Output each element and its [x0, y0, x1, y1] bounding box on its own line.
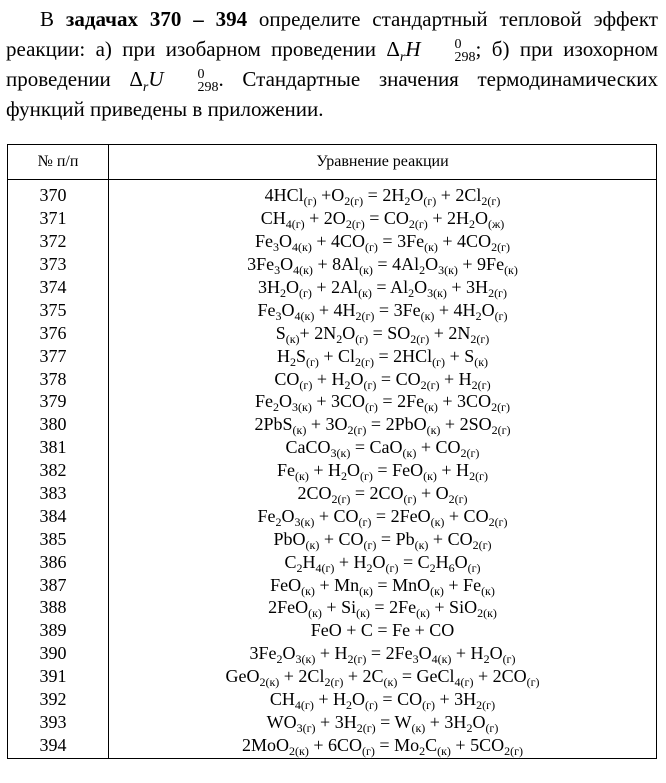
- table-row: [8, 180, 657, 207]
- table-row: [8, 573, 657, 596]
- row-number: 387: [8, 573, 109, 596]
- row-number: 390: [8, 642, 109, 665]
- table-row: [8, 459, 657, 482]
- table-body: [8, 180, 657, 759]
- row-number: 385: [8, 527, 109, 550]
- intro-text-2: ; б) при изохорном проведении: [6, 37, 658, 92]
- row-number: 372: [8, 230, 109, 253]
- table-row: [8, 367, 657, 390]
- table-row: [8, 276, 657, 299]
- row-number: 379: [8, 390, 109, 413]
- table-row: [8, 710, 657, 733]
- table-row: [8, 230, 657, 253]
- row-number: 380: [8, 413, 109, 436]
- row-number: 394: [8, 733, 109, 758]
- table-row: [8, 504, 657, 527]
- row-number: 392: [8, 688, 109, 711]
- row-number: 388: [8, 596, 109, 619]
- row-number: 391: [8, 665, 109, 688]
- row-number: 393: [8, 710, 109, 733]
- task-intro-paragraph: [6, 4, 658, 124]
- row-number: 386: [8, 550, 109, 573]
- table-row: [8, 413, 657, 436]
- reaction-equation: $Fe_2O_{3(к)} + 3CO_{(г)} = 2Fe_{(к)} + 3CO_{2(г)}$: [109, 390, 657, 413]
- reaction-equation: $CH_{4(г)} + 2O_{2(г)} = CO_{2(г)} + 2H_2O_{(ж)}$: [109, 207, 657, 230]
- reaction-equation: FeO + C = Fe + CO: [109, 619, 657, 642]
- row-number: 373: [8, 253, 109, 276]
- intro-formula-internal-energy: $\Delta_rU$ 0 298: [129, 67, 219, 96]
- reaction-equation: $H_2S_{(г)} + Cl_{2(г)} = 2HCl_{(г)} + S_{(к)}$: [109, 344, 657, 367]
- reaction-equation: $PbO_{(к)} + CO_{(г)} = Pb_{(к)} + CO_{2(г)}$: [109, 527, 657, 550]
- intro-task-range: задачах 370 – 394: [65, 7, 248, 31]
- row-number: 378: [8, 367, 109, 390]
- reaction-equation: $2PbS_{(к)} + 3O_{2(г)} = 2PbO_{(к)} + 2SO_{2(г)}$: [109, 413, 657, 436]
- reaction-equation: $C_2H_{4(г)} + H_2O_{(г)} = C_2H_6O_{(г)}$: [109, 550, 657, 573]
- table-row: [8, 344, 657, 367]
- table-row: [8, 207, 657, 230]
- table-row: [8, 642, 657, 665]
- reactions-table: [7, 144, 657, 759]
- table-row: [8, 619, 657, 642]
- table-row: [8, 253, 657, 276]
- row-number: 389: [8, 619, 109, 642]
- intro-text-1: определите стандартный тепловой эффект реакции: а) при изобарном проведении: [6, 7, 658, 61]
- reaction-equation: $CO_{(г)} + H_2O_{(г)} = CO_{2(г)} + H_{2(г)}$: [109, 367, 657, 390]
- reaction-equation: $WO_{3(г)} + 3H_{2(г)} = W_{(к)} + 3H_2O_{(г)}$: [109, 710, 657, 733]
- table-row: [8, 298, 657, 321]
- header-equation: Уравнение реакции: [109, 145, 657, 180]
- row-number: 374: [8, 276, 109, 299]
- reaction-equation: $3Fe_2O_{3(к)} + H_{2(г)} = 2Fe_3O_{4(к)} + H_2O_{(г)}$: [109, 642, 657, 665]
- reaction-equation: $3H_2O_{(г)} + 2Al_{(к)} = Al_2O_{3(к)} + 3H_{2(г)}$: [109, 276, 657, 299]
- reaction-equation: $S_{(к)}+ 2N_2O_{(г)} = SO_{2(г)} + 2N_{2(г)}$: [109, 321, 657, 344]
- reaction-equation: $3Fe_3O_{4(к)} + 8Al_{(к)} = 4Al_2O_{3(к)} + 9Fe_{(к)}$: [109, 253, 657, 276]
- intro-lead: В: [40, 7, 66, 31]
- table-row: [8, 596, 657, 619]
- row-number: 384: [8, 504, 109, 527]
- row-number: 376: [8, 321, 109, 344]
- row-number: 371: [8, 207, 109, 230]
- row-number: 377: [8, 344, 109, 367]
- reaction-equation: $2FeO_{(к)} + Si_{(к)} = 2Fe_{(к)} + SiO_{2(к)}$: [109, 596, 657, 619]
- table-row: [8, 436, 657, 459]
- reaction-equation: $2CO_{2(г)} = 2CO_{(г)} + O_{2(г)}$: [109, 482, 657, 505]
- reaction-equation: CaCO$_{3(к)}$ = $CaO_{(к)} + CO_{2(г)}$: [109, 436, 657, 459]
- row-number: 382: [8, 459, 109, 482]
- reaction-equation: $Fe_3O_{4(к)} + 4CO_{(г)} = 3Fe_{(к)} + 4CO_{2(г)}$: [109, 230, 657, 253]
- row-number: 375: [8, 298, 109, 321]
- table-row: [8, 688, 657, 711]
- row-number: 383: [8, 482, 109, 505]
- reaction-equation: $2MoO_{2(к)} + 6CO_{(г)} = Mo_2C_{(к)} + 5CO_{2(г)}$: [109, 733, 657, 758]
- table-row: [8, 321, 657, 344]
- reaction-equation: $FeO_{(к)} + Mn_{(к)} = MnO_{(к)} + Fe_{(к)}$: [109, 573, 657, 596]
- table-row: [8, 733, 657, 758]
- header-number: № п/п: [8, 145, 109, 180]
- table-row: [8, 665, 657, 688]
- table-header-row: [8, 145, 657, 180]
- reaction-equation: $GeO_{2(к)} + 2Cl_{2(г)} + 2C_{(к)}$ = GeCl$_{4(г)}$ + $2CO_{(г)}$: [109, 665, 657, 688]
- row-number: 381: [8, 436, 109, 459]
- row-number: 370: [8, 180, 109, 207]
- reaction-equation: $Fe_3O_{4(к)} + 4H_{2(г)} = 3Fe_{(к)} + 4H_2O_{(г)}$: [109, 298, 657, 321]
- reaction-equation: $Fe_2O_{3(к)} + CO_{(г)} = 2FeO_{(к)} + CO_{2(г)}$: [109, 504, 657, 527]
- table-row: [8, 550, 657, 573]
- table-row: [8, 390, 657, 413]
- table-row: [8, 482, 657, 505]
- table-row: [8, 527, 657, 550]
- intro-text-3: . Стандартные значения термодинамических функций приведены в приложении.: [6, 67, 658, 122]
- reaction-equation: $4HCl_{(г)} +O_{2(г)} = 2H_2O_{(г)} + 2Cl_{2(г)}$: [109, 180, 657, 207]
- reaction-equation: $CH_{4(г)} + H_2O_{(г)} = CO_{(г)} + 3H_{2(г)}$: [109, 688, 657, 711]
- intro-formula-enthalpy: $\Delta_rH$ 0 298: [386, 37, 476, 66]
- reaction-equation: $Fe_{(к)} + H_2O_{(г)} = FeO_{(к)} + H_{2(г)}$: [109, 459, 657, 482]
